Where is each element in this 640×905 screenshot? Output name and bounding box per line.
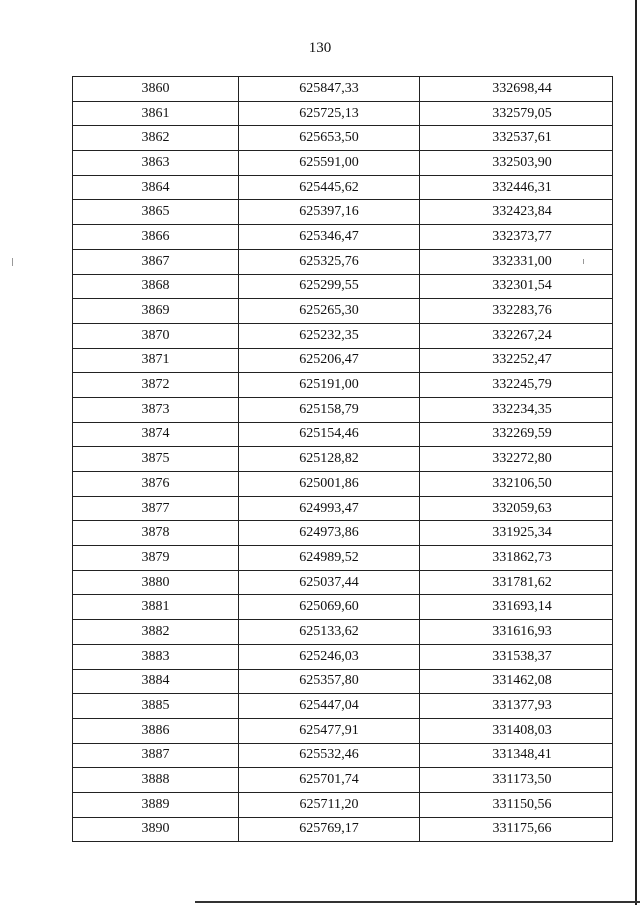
point-number-cell: 3875 [73, 447, 239, 472]
y-coordinate-cell: 332446,31 [420, 175, 613, 200]
table-row [73, 175, 613, 200]
x-coordinate-cell: 625133,62 [239, 620, 420, 645]
point-number-cell: 3880 [73, 570, 239, 595]
x-coordinate-cell: 625001,86 [239, 472, 420, 497]
x-coordinate-cell: 625069,60 [239, 595, 420, 620]
point-number-cell: 3865 [73, 200, 239, 225]
y-coordinate-cell: 332537,61 [420, 126, 613, 151]
point-number-cell: 3877 [73, 496, 239, 521]
scan-speck [12, 258, 13, 266]
point-number-cell: 3883 [73, 644, 239, 669]
x-coordinate-cell: 624993,47 [239, 496, 420, 521]
point-number-cell: 3868 [73, 274, 239, 299]
y-coordinate-cell: 332579,05 [420, 101, 613, 126]
x-coordinate-cell: 625158,79 [239, 397, 420, 422]
table-row [73, 817, 613, 842]
x-coordinate-cell: 625847,33 [239, 77, 420, 102]
x-coordinate-cell: 624989,52 [239, 546, 420, 571]
table-row [73, 422, 613, 447]
point-number-cell: 3885 [73, 694, 239, 719]
table-row [73, 274, 613, 299]
table-row [73, 620, 613, 645]
table-row [73, 792, 613, 817]
y-coordinate-cell: 332269,59 [420, 422, 613, 447]
x-coordinate-cell: 625128,82 [239, 447, 420, 472]
coordinates-table [72, 76, 599, 842]
y-coordinate-cell: 331377,93 [420, 694, 613, 719]
point-number-cell: 3863 [73, 151, 239, 176]
y-coordinate-cell: 332698,44 [420, 77, 613, 102]
table-row [73, 694, 613, 719]
table-row [73, 249, 613, 274]
table-row [73, 743, 613, 768]
point-number-cell: 3872 [73, 373, 239, 398]
point-number-cell: 3881 [73, 595, 239, 620]
x-coordinate-cell: 625299,55 [239, 274, 420, 299]
x-coordinate-cell: 625701,74 [239, 768, 420, 793]
x-coordinate-cell: 625725,13 [239, 101, 420, 126]
x-coordinate-cell: 625711,20 [239, 792, 420, 817]
y-coordinate-cell: 331348,41 [420, 743, 613, 768]
table-row [73, 595, 613, 620]
point-number-cell: 3874 [73, 422, 239, 447]
table-row [73, 397, 613, 422]
y-coordinate-cell: 332267,24 [420, 323, 613, 348]
table-row [73, 768, 613, 793]
x-coordinate-cell: 625591,00 [239, 151, 420, 176]
x-coordinate-cell: 625447,04 [239, 694, 420, 719]
y-coordinate-cell: 331616,93 [420, 620, 613, 645]
x-coordinate-cell: 625397,16 [239, 200, 420, 225]
table-body [73, 77, 613, 842]
y-coordinate-cell: 331693,14 [420, 595, 613, 620]
x-coordinate-cell: 625037,44 [239, 570, 420, 595]
y-coordinate-cell: 332106,50 [420, 472, 613, 497]
point-number-cell: 3873 [73, 397, 239, 422]
point-number-cell: 3886 [73, 718, 239, 743]
table-row [73, 373, 613, 398]
x-coordinate-cell: 625232,35 [239, 323, 420, 348]
table-row [73, 521, 613, 546]
point-number-cell: 3870 [73, 323, 239, 348]
point-number-cell: 3882 [73, 620, 239, 645]
table-row [73, 447, 613, 472]
x-coordinate-cell: 625325,76 [239, 249, 420, 274]
x-coordinate-cell: 624973,86 [239, 521, 420, 546]
y-coordinate-cell: 331150,56 [420, 792, 613, 817]
table-row [73, 200, 613, 225]
point-number-cell: 3867 [73, 249, 239, 274]
table-row [73, 669, 613, 694]
x-coordinate-cell: 625769,17 [239, 817, 420, 842]
table-row [73, 546, 613, 571]
x-coordinate-cell: 625246,03 [239, 644, 420, 669]
y-coordinate-cell: 332245,79 [420, 373, 613, 398]
y-coordinate-cell: 331408,03 [420, 718, 613, 743]
table-row [73, 126, 613, 151]
point-number-cell: 3879 [73, 546, 239, 571]
y-coordinate-cell: 332423,84 [420, 200, 613, 225]
point-number-cell: 3864 [73, 175, 239, 200]
point-number-cell: 3889 [73, 792, 239, 817]
y-coordinate-cell: 332059,63 [420, 496, 613, 521]
x-coordinate-cell: 625357,80 [239, 669, 420, 694]
x-coordinate-cell: 625346,47 [239, 225, 420, 250]
y-coordinate-cell: 332283,76 [420, 299, 613, 324]
point-number-cell: 3878 [73, 521, 239, 546]
y-coordinate-cell: 331925,34 [420, 521, 613, 546]
table-row [73, 77, 613, 102]
table-row [73, 570, 613, 595]
point-number-cell: 3869 [73, 299, 239, 324]
table-row [73, 225, 613, 250]
point-number-cell: 3884 [73, 669, 239, 694]
table-row [73, 644, 613, 669]
y-coordinate-cell: 332373,77 [420, 225, 613, 250]
point-number-cell: 3876 [73, 472, 239, 497]
y-coordinate-cell: 332301,54 [420, 274, 613, 299]
x-coordinate-cell: 625206,47 [239, 348, 420, 373]
table-row [73, 101, 613, 126]
y-coordinate-cell: 331781,62 [420, 570, 613, 595]
table-row [73, 348, 613, 373]
y-coordinate-cell: 332331,00 [420, 249, 613, 274]
table-row [73, 299, 613, 324]
point-number-cell: 3862 [73, 126, 239, 151]
x-coordinate-cell: 625477,91 [239, 718, 420, 743]
y-coordinate-cell: 331538,37 [420, 644, 613, 669]
point-number-cell: 3887 [73, 743, 239, 768]
y-coordinate-cell: 332234,35 [420, 397, 613, 422]
x-coordinate-cell: 625445,62 [239, 175, 420, 200]
x-coordinate-cell: 625653,50 [239, 126, 420, 151]
point-number-cell: 3866 [73, 225, 239, 250]
x-coordinate-cell: 625265,30 [239, 299, 420, 324]
y-coordinate-cell: 332503,90 [420, 151, 613, 176]
table-row [73, 151, 613, 176]
y-coordinate-cell: 331862,73 [420, 546, 613, 571]
point-number-cell: 3890 [73, 817, 239, 842]
x-coordinate-cell: 625191,00 [239, 373, 420, 398]
point-number-cell: 3888 [73, 768, 239, 793]
y-coordinate-cell: 331175,66 [420, 817, 613, 842]
point-number-cell: 3871 [73, 348, 239, 373]
scan-edge-bottom [195, 901, 640, 903]
table-row [73, 323, 613, 348]
x-coordinate-cell: 625154,46 [239, 422, 420, 447]
scan-edge-right [635, 0, 637, 905]
y-coordinate-cell: 331173,50 [420, 768, 613, 793]
point-number-cell: 3860 [73, 77, 239, 102]
y-coordinate-cell: 331462,08 [420, 669, 613, 694]
table-row [73, 472, 613, 497]
table-row [73, 718, 613, 743]
point-number-cell: 3861 [73, 101, 239, 126]
y-coordinate-cell: 332252,47 [420, 348, 613, 373]
table-row [73, 496, 613, 521]
y-coordinate-cell: 332272,80 [420, 447, 613, 472]
x-coordinate-cell: 625532,46 [239, 743, 420, 768]
page-number: 130 [308, 40, 332, 56]
